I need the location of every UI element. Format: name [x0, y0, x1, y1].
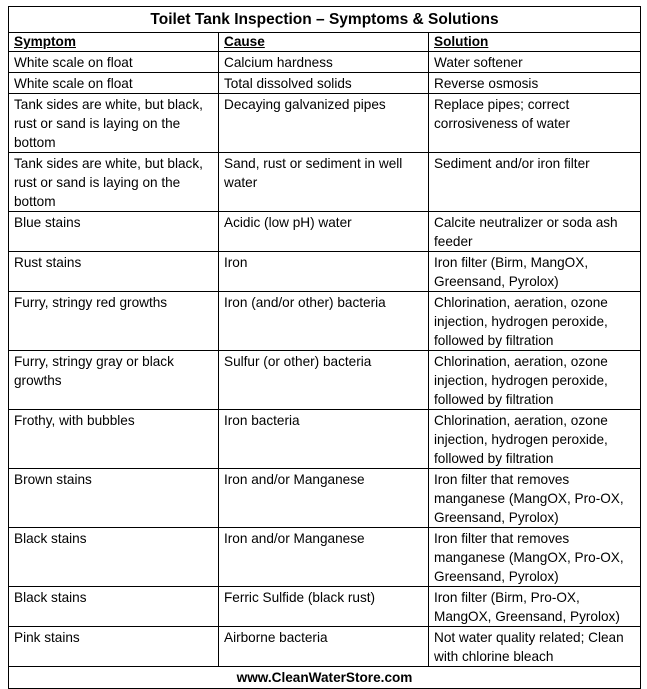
- table-body: [9, 52, 641, 667]
- symptom-cell: Tank sides are white, but black, rust or sand is laying on the bottom: [9, 94, 219, 153]
- solution-cell: Calcite neutralizer or soda ash feeder: [429, 212, 641, 252]
- solution-cell: Not water quality related; Clean with chlorine bleach: [429, 627, 641, 667]
- table-row: [9, 528, 641, 587]
- cause-cell: Iron bacteria: [219, 410, 429, 469]
- cause-cell: Acidic (low pH) water: [219, 212, 429, 252]
- title-row: [9, 7, 641, 33]
- table-title: Toilet Tank Inspection – Symptoms & Solutions: [9, 7, 641, 33]
- symptom-cell: Black stains: [9, 587, 219, 627]
- cause-cell: Total dissolved solids: [219, 73, 429, 94]
- solution-cell: Iron filter (Birm, Pro-OX, MangOX, Greensand, Pyrolox): [429, 587, 641, 627]
- table-row: [9, 292, 641, 351]
- header-row: [9, 33, 641, 52]
- table-row: [9, 212, 641, 252]
- symptom-cell: Frothy, with bubbles: [9, 410, 219, 469]
- table-row: [9, 153, 641, 212]
- cause-cell: Iron and/or Manganese: [219, 528, 429, 587]
- cause-cell: Sulfur (or other) bacteria: [219, 351, 429, 410]
- solution-cell: Water softener: [429, 52, 641, 73]
- solution-cell: Iron filter that removes manganese (MangOX, Pro-OX, Greensand, Pyrolox): [429, 528, 641, 587]
- cause-cell: Sand, rust or sediment in well water: [219, 153, 429, 212]
- symptom-cell: Rust stains: [9, 252, 219, 292]
- table-row: [9, 587, 641, 627]
- table-row: [9, 94, 641, 153]
- solution-cell: Chlorination, aeration, ozone injection, hydrogen peroxide, followed by filtration: [429, 410, 641, 469]
- symptom-cell: Tank sides are white, but black, rust or sand is laying on the bottom: [9, 153, 219, 212]
- cause-cell: Iron: [219, 252, 429, 292]
- header-symptom: Symptom: [9, 33, 219, 52]
- cause-cell: Ferric Sulfide (black rust): [219, 587, 429, 627]
- solution-cell: Sediment and/or iron filter: [429, 153, 641, 212]
- solution-cell: Replace pipes; correct corrosiveness of water: [429, 94, 641, 153]
- table-row: [9, 410, 641, 469]
- symptom-cell: White scale on float: [9, 73, 219, 94]
- solution-cell: Iron filter (Birm, MangOX, Greensand, Pyrolox): [429, 252, 641, 292]
- table-row: [9, 52, 641, 73]
- table-row: [9, 73, 641, 94]
- symptom-cell: Brown stains: [9, 469, 219, 528]
- cause-cell: Calcium hardness: [219, 52, 429, 73]
- symptom-cell: Furry, stringy red growths: [9, 292, 219, 351]
- table-row: [9, 469, 641, 528]
- symptom-cell: Pink stains: [9, 627, 219, 667]
- solution-cell: Iron filter that removes manganese (MangOX, Pro-OX, Greensand, Pyrolox): [429, 469, 641, 528]
- symptoms-table: [8, 6, 641, 689]
- cause-cell: Iron (and/or other) bacteria: [219, 292, 429, 351]
- footer-website: www.CleanWaterStore.com: [9, 667, 641, 689]
- cause-cell: Decaying galvanized pipes: [219, 94, 429, 153]
- solution-cell: Chlorination, aeration, ozone injection, hydrogen peroxide, followed by filtration: [429, 292, 641, 351]
- symptom-cell: Furry, stringy gray or black growths: [9, 351, 219, 410]
- header-solution: Solution: [429, 33, 641, 52]
- header-cause: Cause: [219, 33, 429, 52]
- table-row: [9, 351, 641, 410]
- symptom-cell: Blue stains: [9, 212, 219, 252]
- cause-cell: Iron and/or Manganese: [219, 469, 429, 528]
- table-row: [9, 252, 641, 292]
- cause-cell: Airborne bacteria: [219, 627, 429, 667]
- symptom-cell: White scale on float: [9, 52, 219, 73]
- symptom-cell: Black stains: [9, 528, 219, 587]
- footer-row: [9, 667, 641, 689]
- solution-cell: Chlorination, aeration, ozone injection, hydrogen peroxide, followed by filtration: [429, 351, 641, 410]
- table-row: [9, 627, 641, 667]
- solution-cell: Reverse osmosis: [429, 73, 641, 94]
